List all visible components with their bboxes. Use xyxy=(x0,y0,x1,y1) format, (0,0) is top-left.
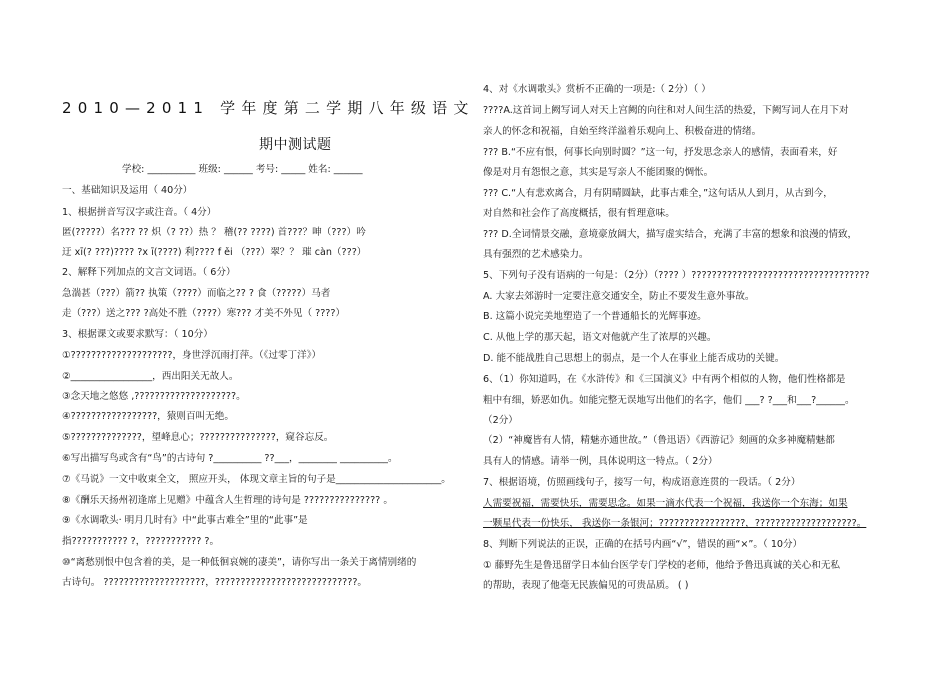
question-line: 急湍甚（???）箭?? 执策（????）而临之?? ? 食（?????）马者 xyxy=(62,288,331,299)
section-heading: 一、基础知识及运用（ 40分） xyxy=(62,185,193,196)
question-line: 古诗句。 ????????????????????，????????????????????????????。 xyxy=(62,577,368,588)
exam-title: 2010—2011 学年度第二学期八年级语文 xyxy=(62,99,475,117)
question-line: 匿(?????）名??? ?? 炽（? ??）热 ？ 稽(?? ????) 首???？呻（???）吟 xyxy=(62,227,366,238)
question-line: ??? B.“不应有恨，何事长向别时圆？”这一句，抒发思念亲人的感情，表面看来，好 xyxy=(483,147,838,158)
question-line: 1、根据拼音写汉字或注音。（ 4分） xyxy=(62,207,217,218)
question-line: 3、根据课文或要求默写：（ 10分） xyxy=(62,329,213,340)
question-line: ????A.这首词上阙写词人对天上宫阙的向往和对人间生活的热爱，下阙写词人在月下对 xyxy=(483,105,849,116)
question-line: 6、（1）你知道吗，在《水浒传》和《三国演义》中有两个相似的人物，他们性格都是 xyxy=(483,374,846,385)
question-line: ①????????????????????，身世浮沉雨打萍。（《过零丁洋》） xyxy=(62,350,322,361)
question-line: ⑨《水调歌头· 明月几时有》中“此事古难全”里的“此事”是 xyxy=(62,515,308,526)
question-line: 4、对《水调歌头》赏析不正确的一项是:（ 2分）（ ） xyxy=(483,84,711,95)
option-line: D. 能不能战胜自己思想上的弱点，是一个人在事业上能否成功的关键。 xyxy=(483,353,785,364)
question-line: 具有人的情感。请举一例，具体说明这一特点。（ 2分） xyxy=(483,456,718,467)
question-line: 7、根据语境，仿照画线句子，接写一句，构成语意连贯的一段话。（ 2分） xyxy=(483,477,801,488)
question-line: 5、下列句子没有语病的一句是：（2分）（???? ）??????????????????????????????????? xyxy=(483,270,870,281)
question-line: ⑩“离愁别恨中包含着的美，是一种低徊哀婉的凄美”，请你写出一条关于离情别绪的 xyxy=(62,557,417,568)
student-info-line: 学校: __________ 班级: ______ 考号: _____ 姓名: ______ xyxy=(122,164,363,175)
question-line: 2、解释下列加点的文言文词语。（ 6分） xyxy=(62,267,236,278)
question-line: 具有强烈的艺术感染力。 xyxy=(483,249,589,260)
question-line: ??? C.“人有悲欢离合，月有阴晴圆缺，此事古难全，”这句话从人到月，从古到今， xyxy=(483,188,833,199)
question-line: 迂 xī(? ???)???? ?x ī(????) 利???? f ěi （???）翠？？ 璀 càn（???） xyxy=(62,247,367,258)
option-line: C. 从他上学的那天起，语文对他就产生了浓厚的兴趣。 xyxy=(483,332,717,343)
question-line: 8、判断下列说法的正误，正确的在括号内画“√”，错误的画“×”。（ 10分） xyxy=(483,539,803,550)
question-line: ③念天地之悠悠 ,????????????????????。 xyxy=(62,391,246,402)
question-line: 对自然和社会作了高度概括，很有哲理意味。 xyxy=(483,208,675,219)
exam-subtitle: 期中测试题 xyxy=(259,137,332,153)
question-line: 走（???）送之??? ?高处不胜（????）寒??? 才美不外见（ ????） xyxy=(62,308,346,319)
question-line: 一颗星代表一份快乐， 我送你一条银河；?????????????????，????????????????????。 xyxy=(483,518,867,529)
question-line: 的帮助，表现了他毫无民族偏见的可贵品质。 ( ) xyxy=(483,580,689,591)
question-line: 人需要祝福，需要快乐，需要思念。如果一滴水代表一个祝福，我送你一个东海；如果 xyxy=(483,498,848,509)
question-line: ① 藤野先生是鲁迅留学日本仙台医学专门学校的老师，他给予鲁迅真诚的关心和无私 xyxy=(483,560,841,571)
question-line: ④?????????????????，猿则百叫无绝。 xyxy=(62,411,234,422)
option-line: B. 这篇小说完美地塑造了一个普通船长的光辉事迹。 xyxy=(483,311,707,322)
question-line: ⑥写出描写鸟或含有“鸟”的古诗句 ?__________ ??___，________ __________。 xyxy=(62,453,398,464)
question-line: 指??????????? ?，??????????? ?。 xyxy=(62,536,220,547)
option-line: A. 大家去郊游时一定要注意交通安全，防止不要发生意外事故。 xyxy=(483,291,755,302)
question-line: 粗中有细，娇恶如仇。如能完整无误地写出他们的名字，他们 ___? ?___和___?______。 xyxy=(483,395,855,406)
question-line: （2）“神魔皆有人情，精魅亦通世故。”（鲁迅语）《西游记》刻画的众多神魔精魅都 xyxy=(483,435,835,446)
question-line: ②_________________，西出阳关无故人。 xyxy=(62,371,239,382)
question-line: 像是对月有怨恨之意，其实是写亲人不能团聚的惆怅。 xyxy=(483,167,714,178)
question-line: ⑤??????????????，望峰息心；???????????????，窥谷忘反。 xyxy=(62,432,334,443)
question-line: ⑦《马说》一文中收束全文， 照应开头， 体现文章主旨的句子是______________________。 xyxy=(62,474,451,485)
question-line: ⑧《酬乐天扬州初逢席上见赠》中蕴含人生哲理的诗句是 ??????????????? 。 xyxy=(62,495,393,506)
question-line: 亲人的怀念和祝福，自始至终洋溢着乐观向上、积极奋进的情绪。 xyxy=(483,126,762,137)
question-line: ??? D.全词情景交融，意境豪放阔大，描写虚实结合，充满了丰富的想象和浪漫的情致， xyxy=(483,229,858,240)
question-line: （2分） xyxy=(483,415,518,426)
